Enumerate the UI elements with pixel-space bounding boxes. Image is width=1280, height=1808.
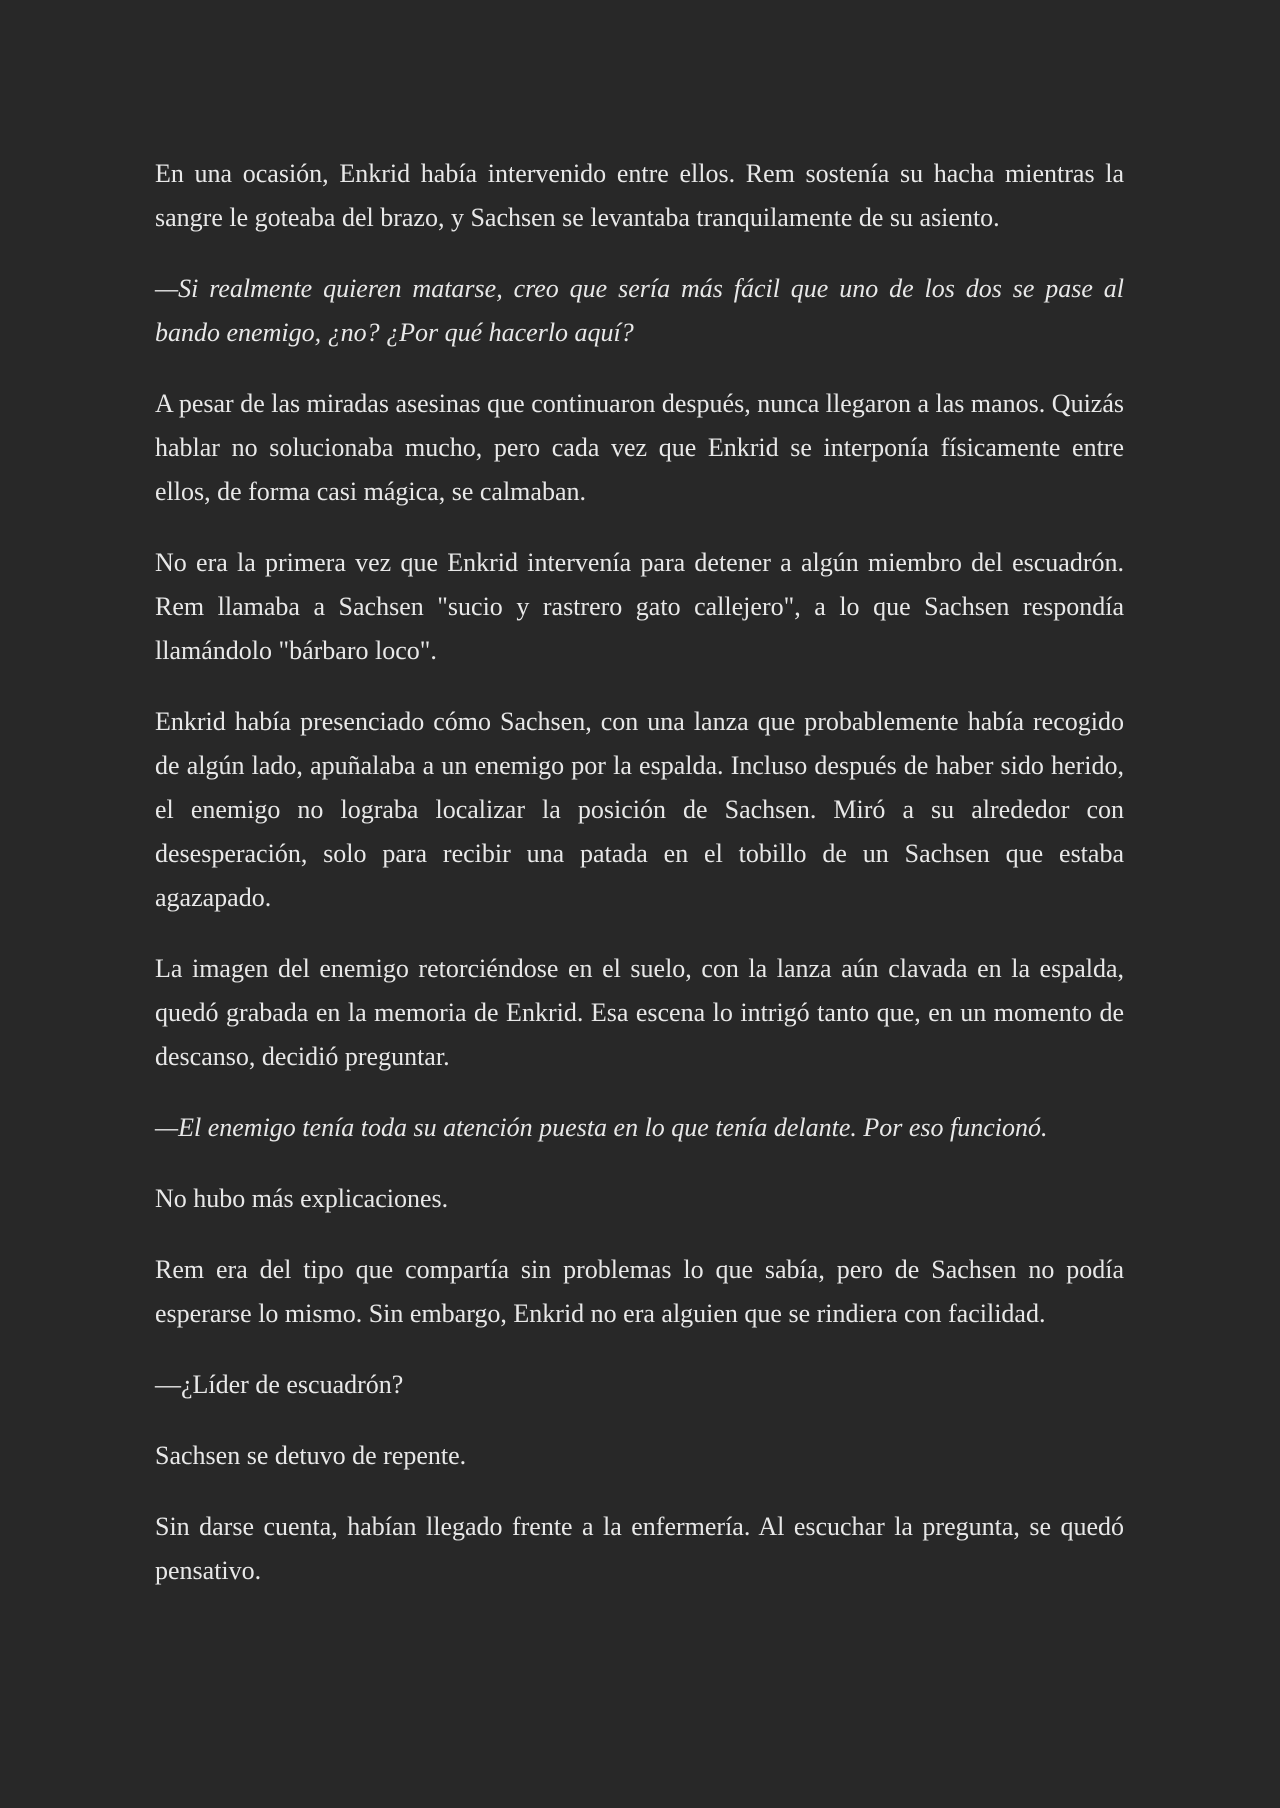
- paragraph: No hubo más explicaciones.: [155, 1184, 449, 1213]
- paragraph: La imagen del enemigo retorciéndose en el suelo, con la lanza aún clavada en la espalda, quedó grabada en la memoria de Enkrid. Esa escena lo intrigó tanto que, en un momento de descanso, decidió preguntar.: [155, 954, 1124, 1071]
- paragraph: Rem era del tipo que compartía sin problemas lo que sabía, pero de Sachsen no podía esperarse lo mismo. Sin embargo, Enkrid no era alguien que se rindiera con facilidad.: [155, 1255, 1124, 1328]
- paragraph: En una ocasión, Enkrid había intervenido entre ellos. Rem sostenía su hacha mientras la sangre le goteaba del brazo, y Sachsen se levantaba tranquilamente de su asiento.: [155, 159, 1124, 232]
- paragraph: No era la primera vez que Enkrid intervenía para detener a algún miembro del escuadrón. Rem llamaba a Sachsen "sucio y rastrero gato callejero", a lo que Sachsen respondía llamándolo "bárbaro loco".: [155, 548, 1124, 665]
- paragraph: Enkrid había presenciado cómo Sachsen, con una lanza que probablemente había recogido de algún lado, apuñalaba a un enemigo por la espalda. Incluso después de haber sido herido, el enemigo no lograba localizar la posición de Sachsen. Miró a su alrededor con desesperación, solo para recibir una patada en el tobillo de un Sachsen que estaba agazapado.: [155, 707, 1124, 912]
- dialogue-paragraph: —¿Líder de escuadrón?: [155, 1370, 404, 1399]
- paragraph: Sachsen se detuvo de repente.: [155, 1441, 467, 1470]
- dialogue-paragraph: —Si realmente quieren matarse, creo que sería más fácil que uno de los dos se pase al bando enemigo, ¿no? ¿Por qué hacerlo aquí?: [155, 274, 1124, 347]
- paragraph: A pesar de las miradas asesinas que continuaron después, nunca llegaron a las manos. Quizás hablar no solucionaba mucho, pero cada vez que Enkrid se interponía físicamente entre ellos, de forma casi mágica, se calmaban.: [155, 389, 1124, 506]
- dialogue-paragraph: —El enemigo tenía toda su atención puesta en lo que tenía delante. Por eso funcionó.: [155, 1113, 1048, 1142]
- paragraph: Sin darse cuenta, habían llegado frente a la enfermería. Al escuchar la pregunta, se quedó pensativo.: [155, 1512, 1124, 1585]
